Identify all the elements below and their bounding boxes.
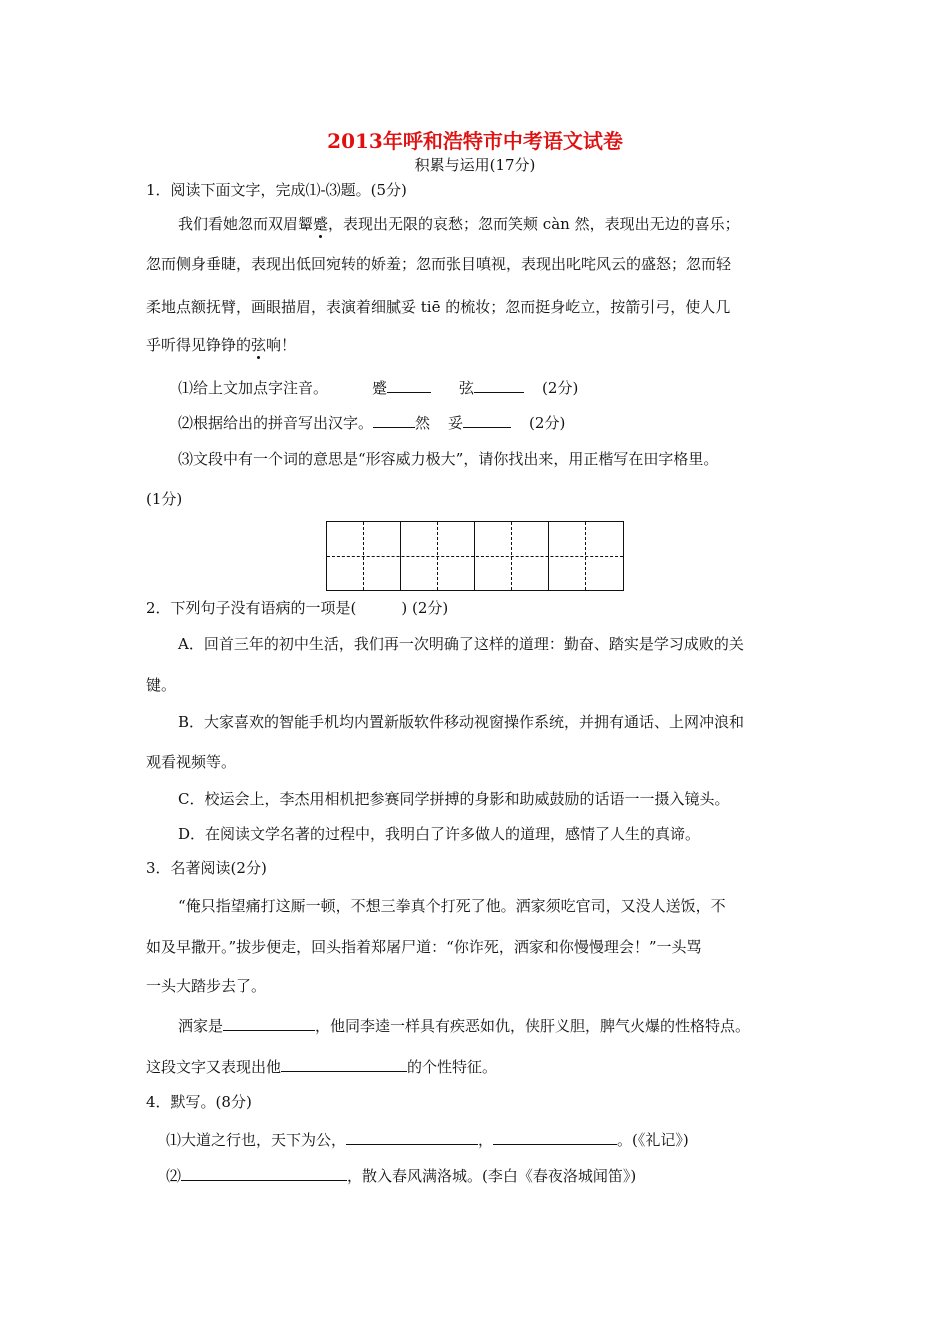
q3-question2 <box>146 1055 497 1077</box>
tianzige-grid[interactable] <box>326 521 624 591</box>
dotted-char: 弦 <box>251 336 267 354</box>
q2-option-a: A．回首三年的初中生活，我们再一次明确了这样的道理：勤奋、踏实是学习成败的关 <box>178 635 744 653</box>
answer-blank[interactable] <box>463 411 511 428</box>
prompt-text: ⑴大道之行也，天下为公， <box>166 1131 347 1149</box>
prompt-text: 这段文字又表现出他 <box>146 1058 282 1076</box>
answer-blank[interactable] <box>346 1128 478 1145</box>
q3-passage-line2: 如及早撒开。”拔步便走，回头指着郑屠尸道：“你诈死，洒家和你慢慢理会！”一头骂 <box>146 938 702 956</box>
answer-blank[interactable] <box>181 1164 347 1181</box>
passage-text: ，表现出无限的哀愁；忽而笑颊 càn 然，表现出无边的喜乐； <box>328 215 740 233</box>
q1-sub3-score: (1分) <box>146 490 183 508</box>
exam-title: 2013年呼和浩特市中考语文试卷 <box>327 129 623 153</box>
q3-stem: 3．名著阅读(2分) <box>146 859 267 877</box>
q4-stem: 4．默写。(8分) <box>146 1093 252 1111</box>
char-label: 弦 <box>459 379 475 397</box>
q4-item1 <box>166 1128 689 1150</box>
q2-option-d: D．在阅读文学名著的过程中，我明白了许多做人的道理，感情了人生的真谛。 <box>178 825 701 843</box>
answer-blank[interactable] <box>223 1014 315 1031</box>
answer-blank[interactable] <box>474 376 524 393</box>
q1-passage-line1 <box>178 214 740 234</box>
char-label: 然 <box>415 414 431 432</box>
q1-passage-line4 <box>146 335 296 355</box>
sub-prompt: ⑴给上文加点字注音。 <box>178 379 329 397</box>
prompt-text: 。(《礼记》) <box>617 1131 689 1149</box>
q2-option-b-cont: 观看视频等。 <box>146 753 237 771</box>
score: (2分) <box>529 414 566 432</box>
prompt-text: 洒家是 <box>178 1017 224 1035</box>
q2-option-c: C．校运会上，李杰用相机把参赛同学拼搏的身影和助威鼓励的话语一一摄入镜头。 <box>178 790 730 808</box>
q1-passage-line3: 柔地点额抚臂，画眼描眉，表演着细腻妥 tiē 的梳妆；忽而挺身屹立，按箭引弓，使人几 <box>146 298 731 316</box>
q2-stem: 2．下列句子没有语病的一项是( ) (2分) <box>146 599 449 617</box>
prompt-text: ⑵ <box>166 1167 182 1185</box>
prompt-text: ，他同李逵一样具有疾恶如仇，侠肝义胆，脾气火爆的性格特点。 <box>315 1017 751 1035</box>
char-label: 蹙 <box>372 379 388 397</box>
sub-prompt: ⑵根据给出的拼音写出汉字。 <box>178 414 374 432</box>
passage-text: 我们看她忽而双眉颦 <box>178 215 314 233</box>
prompt-text: 的个性特征。 <box>407 1058 498 1076</box>
passage-text: 乎听得见铮铮的 <box>146 336 252 354</box>
q2-option-b: B．大家喜欢的智能手机均内置新版软件移动视窗操作系统，并拥有通话、上网冲浪和 <box>178 713 745 731</box>
q4-item2 <box>166 1164 636 1186</box>
q3-passage-line3: 一头大踏步去了。 <box>146 977 267 995</box>
score: (2分) <box>542 379 579 397</box>
q3-question1 <box>178 1014 750 1036</box>
passage-text: 响！ <box>266 336 297 354</box>
answer-blank[interactable] <box>387 376 431 393</box>
q1-sub1 <box>178 376 578 398</box>
prompt-text: ，散入春风满洛城。(李白《春夜洛城闻笛》) <box>347 1167 637 1185</box>
q2-option-a-cont: 键。 <box>146 676 177 694</box>
answer-blank[interactable] <box>493 1128 617 1145</box>
q1-passage-line2: 忽而侧身垂睫，表现出低回宛转的娇羞；忽而张目嗔视，表现出叱咤风云的盛怒；忽而轻 <box>146 255 732 273</box>
char-label: 妥 <box>448 414 464 432</box>
section-heading: 积累与运用(17分) <box>414 156 536 174</box>
dotted-char: 蹙 <box>313 215 329 233</box>
q1-sub2 <box>178 411 565 433</box>
answer-blank[interactable] <box>373 411 415 428</box>
answer-blank[interactable] <box>281 1055 407 1072</box>
q3-passage-line1: “俺只指望痛打这厮一顿，不想三拳真个打死了他。洒家须吃官司，又没人送饭，不 <box>178 897 726 915</box>
q1-stem: 1．阅读下面文字，完成⑴-⑶题。(5分) <box>146 181 407 199</box>
q1-sub3: ⑶文段中有一个词的意思是“形容威力极大”，请你找出来，用正楷写在田字格里。 <box>178 450 719 468</box>
prompt-text: ， <box>478 1131 494 1149</box>
